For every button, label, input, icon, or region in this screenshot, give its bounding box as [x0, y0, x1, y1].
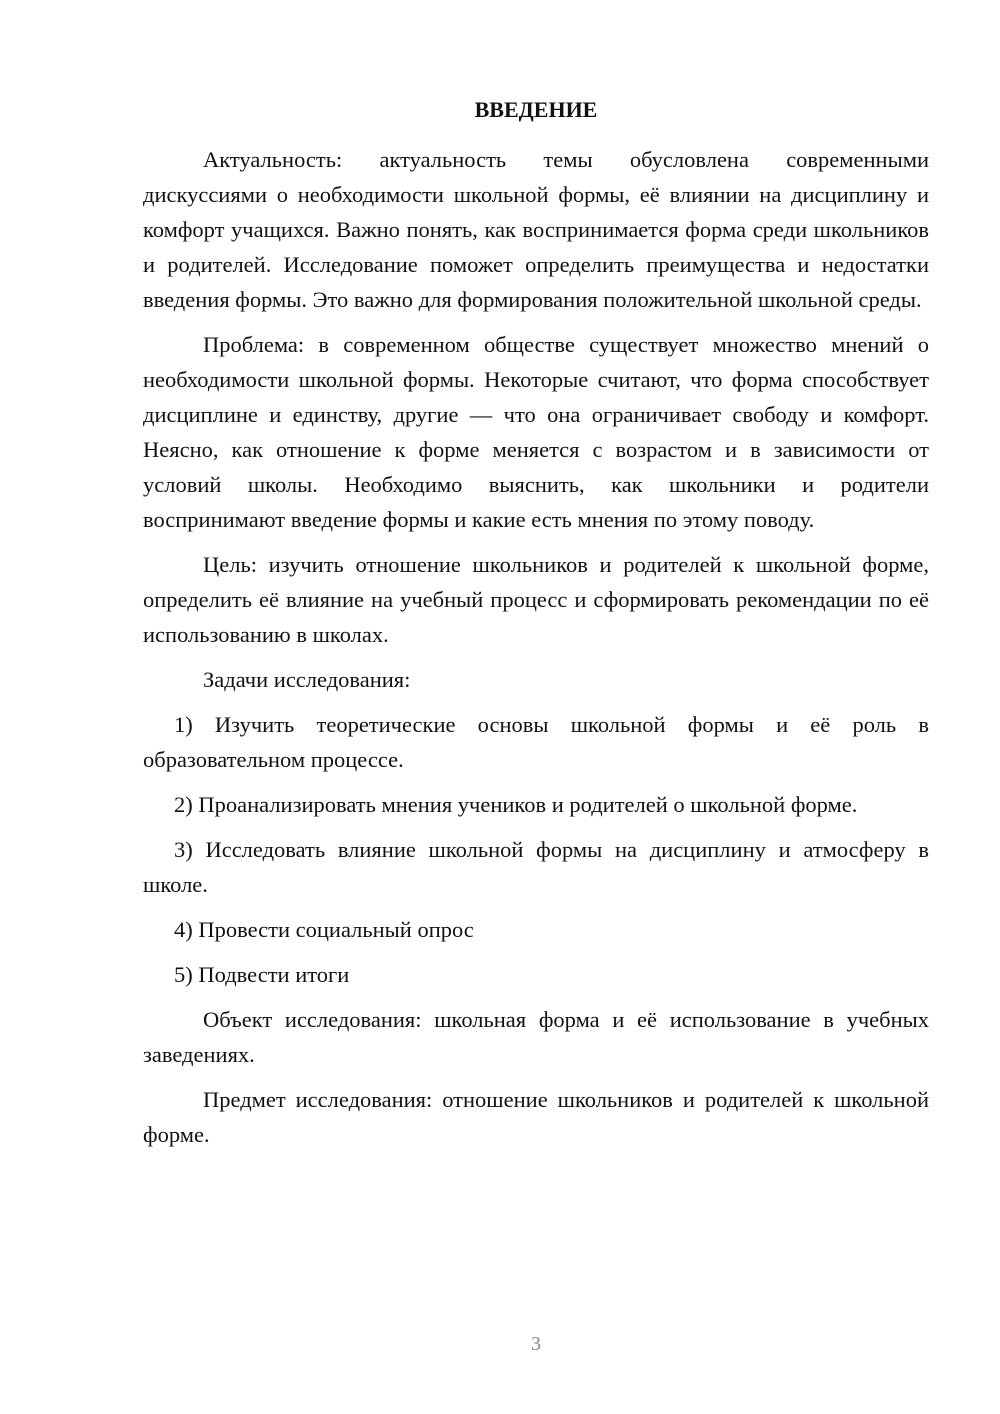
list-item: 1) Изучить теоретические основы школьной формы и её роль в образовательном процессе. — [143, 712, 929, 772]
paragraph-object: Объект исследования: школьная форма и её использование в учебных заведениях. — [143, 1007, 929, 1067]
list-item: 2) Проанализировать мнения учеников и родителей о школьной форме. — [174, 792, 858, 817]
paragraph-problem: Проблема: в современном обществе существует множество мнений о необходимости школьной формы. Некоторые считают, что форма способствует дисциплине и единству, другие — что она ограничивает свободу и комфорт. Неясно, как отношение к форме меняется с возрастом и в зависимости от условий школы. Необходимо выяснить, как школьники и родители воспринимают введение формы и какие есть мнения по этому поводу. — [143, 332, 929, 532]
paragraph-tasks-title: Задачи исследования: — [203, 667, 411, 692]
page-content — [143, 92, 929, 1162]
list-item: 3) Исследовать влияние школьной формы на дисциплину и атмосферу в школе. — [143, 837, 929, 897]
section-heading: ВВЕДЕНИЕ — [474, 97, 598, 122]
list-item: 5) Подвести итоги — [174, 962, 350, 987]
paragraph-goal: Цель: изучить отношение школьников и родителей к школьной форме, определить её влияние на учебный процесс и сформировать рекомендации по её использованию в школах. — [143, 552, 929, 647]
paragraph-relevance: Актуальность: актуальность темы обусловлена современными дискуссиями о необходимости школьной формы, её влиянии на дисциплину и комфорт учащихся. Важно понять, как воспринимается форма среди школьников и родителей. Исследование поможет определить преимущества и недостатки введения формы. Это важно для формирования положительной школьной среды. — [143, 147, 929, 312]
list-item: 4) Провести социальный опрос — [174, 917, 474, 942]
paragraph-subject: Предмет исследования: отношение школьников и родителей к школьной форме. — [143, 1087, 929, 1147]
page-number: 3 — [531, 1333, 541, 1355]
tasks-list — [143, 707, 929, 992]
